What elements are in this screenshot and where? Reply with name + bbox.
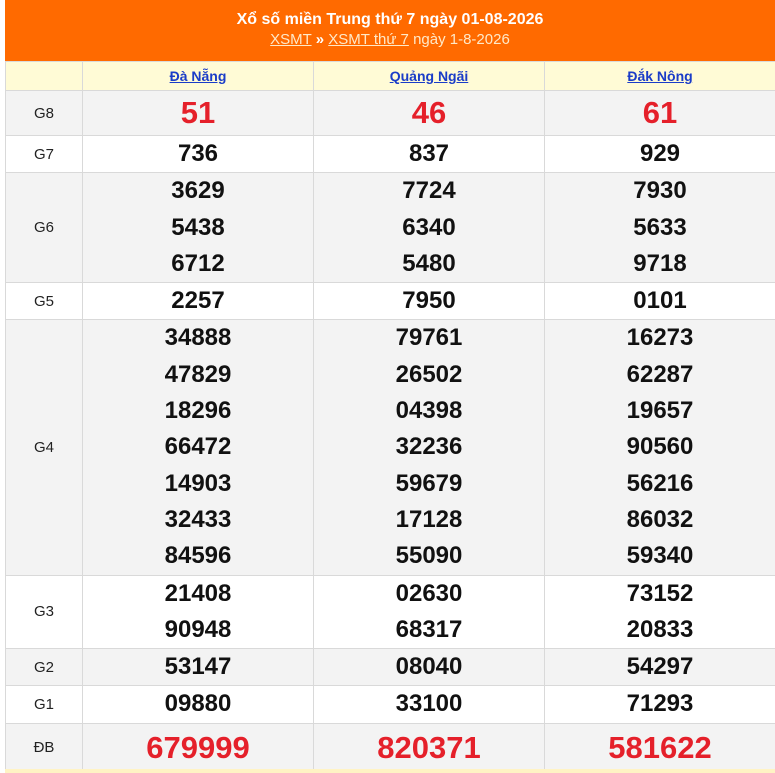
result-number: 7950 <box>402 287 456 315</box>
result-number: 73152 <box>626 579 694 607</box>
prize-label: G8 <box>6 91 83 136</box>
result-number: 02630 <box>395 579 463 607</box>
results-table <box>5 61 775 773</box>
result-number: 7724 <box>402 177 456 205</box>
result-number: 6712 <box>171 249 225 277</box>
breadcrumb <box>5 30 775 50</box>
result-number: 34888 <box>164 324 232 352</box>
result-number: 66472 <box>164 433 232 461</box>
province-link-dak-nong[interactable]: Đắk Nông <box>627 68 693 84</box>
result-cell <box>314 136 545 173</box>
result-number: 04398 <box>395 397 463 425</box>
prize-row-đb <box>6 723 775 772</box>
result-number: 59679 <box>395 469 463 497</box>
result-number: 14903 <box>164 469 232 497</box>
result-number: 17128 <box>395 505 463 533</box>
province-header <box>314 62 545 91</box>
prize-row-g1 <box>6 686 775 723</box>
result-number: 71293 <box>626 690 694 718</box>
result-cell <box>314 283 545 320</box>
result-cell <box>545 723 775 772</box>
result-cell <box>83 723 314 772</box>
result-number: 61 <box>642 95 678 130</box>
result-cell <box>83 575 314 649</box>
result-number: 56216 <box>626 469 694 497</box>
result-cell <box>83 173 314 283</box>
result-cell <box>83 320 314 575</box>
breadcrumb-day-link[interactable]: XSMT thứ 7 <box>328 31 409 48</box>
result-cell <box>314 649 545 686</box>
result-number: 6340 <box>402 213 456 241</box>
result-number: 2257 <box>171 287 225 315</box>
result-cell <box>314 686 545 723</box>
province-link-quang-ngai[interactable]: Quảng Ngãi <box>389 68 469 84</box>
result-cell <box>314 173 545 283</box>
result-number: 19657 <box>626 397 694 425</box>
province-header <box>545 62 775 91</box>
result-number: 68317 <box>395 615 463 643</box>
result-cell <box>314 91 545 136</box>
prize-row-g5 <box>6 283 775 320</box>
result-number: 08040 <box>395 653 463 681</box>
prize-label: G5 <box>6 283 83 320</box>
result-number: 09880 <box>164 690 232 718</box>
prize-row-g7 <box>6 136 775 173</box>
result-cell <box>545 320 775 575</box>
breadcrumb-separator: » <box>315 31 325 48</box>
result-number: 53147 <box>164 653 232 681</box>
result-number: 3629 <box>171 177 225 205</box>
result-number: 820371 <box>377 729 481 765</box>
result-number: 86032 <box>626 505 694 533</box>
result-number: 54297 <box>626 653 694 681</box>
prize-label: G2 <box>6 649 83 686</box>
result-number: 21408 <box>164 579 232 607</box>
prize-label: G6 <box>6 173 83 283</box>
result-number: 62287 <box>626 360 694 388</box>
prize-label: ĐB <box>6 723 83 772</box>
result-number: 46 <box>411 95 447 130</box>
result-number: 679999 <box>146 729 250 765</box>
province-header <box>83 62 314 91</box>
result-cell <box>83 91 314 136</box>
result-cell <box>314 723 545 772</box>
breadcrumb-date: ngày 1-8-2026 <box>413 31 510 48</box>
result-number: 929 <box>639 140 681 167</box>
result-cell <box>545 283 775 320</box>
results-body <box>6 91 775 773</box>
prize-row-g4 <box>6 320 775 575</box>
page-title: Xổ số miền Trung thứ 7 ngày 01-08-2026 <box>236 11 544 28</box>
result-cell <box>83 136 314 173</box>
prize-row-g2 <box>6 649 775 686</box>
result-cell <box>83 649 314 686</box>
result-number: 18296 <box>164 397 232 425</box>
result-number: 581622 <box>608 729 712 765</box>
prize-label: G1 <box>6 686 83 723</box>
result-cell <box>83 283 314 320</box>
result-number: 26502 <box>395 360 463 388</box>
prize-header-blank <box>6 62 83 91</box>
result-cell <box>314 320 545 575</box>
result-number: 7930 <box>633 177 687 205</box>
result-cell <box>545 91 775 136</box>
result-cell <box>83 686 314 723</box>
prize-label: G3 <box>6 575 83 649</box>
result-number: 33100 <box>395 690 463 718</box>
result-number: 5480 <box>402 249 456 277</box>
breadcrumb-home-link[interactable]: XSMT <box>270 31 312 48</box>
result-number: 51 <box>180 95 216 130</box>
table-footer-strip <box>5 769 775 773</box>
result-number: 90560 <box>626 433 694 461</box>
result-cell <box>545 173 775 283</box>
result-number: 32236 <box>395 433 463 461</box>
result-number: 20833 <box>626 615 694 643</box>
result-cell <box>545 686 775 723</box>
result-number: 837 <box>408 140 450 167</box>
result-number: 5633 <box>633 213 687 241</box>
prize-label: G4 <box>6 320 83 575</box>
result-number: 79761 <box>395 324 463 352</box>
prize-row-g8 <box>6 91 775 136</box>
result-number: 59340 <box>626 542 694 570</box>
prize-row-g3 <box>6 575 775 649</box>
result-cell <box>545 136 775 173</box>
result-number: 55090 <box>395 542 463 570</box>
result-number: 47829 <box>164 360 232 388</box>
province-header-row <box>6 62 775 91</box>
prize-row-g6 <box>6 173 775 283</box>
result-number: 32433 <box>164 505 232 533</box>
result-number: 5438 <box>171 213 225 241</box>
result-number: 84596 <box>164 542 232 570</box>
result-number: 736 <box>177 140 219 167</box>
result-number: 9718 <box>633 249 687 277</box>
result-cell <box>545 575 775 649</box>
result-cell <box>545 649 775 686</box>
result-number: 16273 <box>626 324 694 352</box>
results-header <box>5 0 775 61</box>
result-cell <box>314 575 545 649</box>
prize-label: G7 <box>6 136 83 173</box>
province-link-da-nang[interactable]: Đà Nẵng <box>169 68 227 84</box>
result-number: 90948 <box>164 615 232 643</box>
result-number: 0101 <box>633 287 687 315</box>
